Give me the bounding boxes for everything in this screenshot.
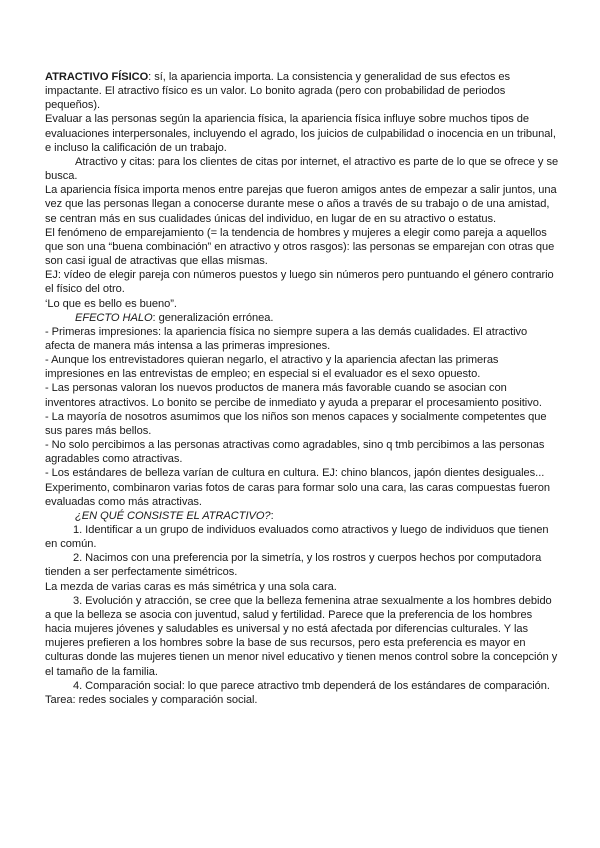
bullet-agradables: - No solo percibimos a las personas atractivas como agradables, sino q tmb percibimos a las personas agradables como atractivas.: [45, 439, 545, 466]
paragraph-en-que-consiste: [45, 509, 560, 523]
document-page: [45, 70, 560, 707]
bullet-primeras-impresiones: - Primeras impresiones: la apariencia física no siempre supera a las demás cualidades. El atractivo afecta de manera más intensa a las primeras impresiones.: [45, 325, 528, 352]
paragraph-text: : sí, la apariencia importa. La consistencia y generalidad de sus efectos es impactante. El atractivo físico es un valor. Lo bonito agrada (pero con probabilidad de periodos pequeños).: [45, 71, 511, 112]
numbered-item-1: 1. Identificar a un grupo de individuos evaluados como atractivos y luego de individuos que tienen en común.: [45, 524, 549, 551]
numbered-item-2: 2. Nacimos con una preferencia por la simetría, y los rostros y cuerpos hechos por computadora tienden a ser perfectamente simétricos.: [45, 552, 542, 579]
heading-en-que-consiste: ¿EN QUÉ CONSISTE EL ATRACTIVO?: [75, 509, 271, 522]
paragraph-apariencia-parejas: La apariencia física importa menos entre parejas que fueron amigos antes de empezar a salir juntos, una vez que las personas llegan a conocerse durante mese o años a través de su trabajo o de una amistad, se centran más en sus cualidades únicas del individuo, en lugar de en su atractivo o estatus.: [45, 184, 557, 225]
bullet-productos: - Las personas valoran los nuevos productos de manera más favorable cuando se asocian con inventores atractivos. Lo bonito se percibe de inmediato y ayuda a preparar el procesamiento positivo.: [45, 382, 542, 409]
paragraph-tarea: Tarea: redes sociales y comparación social.: [45, 693, 258, 706]
paragraph-experimento: Experimento, combinaron varias fotos de caras para formar solo una cara, las caras compuestas fueron evaluadas como más atractivas.: [45, 481, 550, 508]
numbered-item-3: 3. Evolución y atracción, se cree que la belleza femenina atrae sexualmente a los hombres debido a que la belleza se asocia con juventud, salud y fertilidad. Parece que la preferencia de los hombres hacia mujeres jóvenes y saludables es universal y no está afectada por diferencias culturales. Y las mujeres prefieren a los hombres sobre la base de sus recursos, pero esta preferencia es mayor en culturas donde las mujeres tienen un menor nivel educativo y tienen menos control sobre la concepción y el tamaño de la familia.: [45, 594, 558, 678]
paragraph-ejemplo-video: EJ: vídeo de elegir pareja con números puestos y luego sin números pero puntuando el género contrario el físico del otro.: [45, 269, 554, 296]
numbered-item-4: 4. Comparación social: lo que parece atractivo tmb dependerá de los estándares de comparación.: [73, 679, 550, 692]
paragraph-atractivo-citas: Atractivo y citas: para los clientes de citas por internet, el atractivo es parte de lo que se ofrece y se busca.: [45, 155, 559, 183]
bullet-entrevistadores: - Aunque los entrevistadores quieran negarlo, el atractivo y la apariencia afectan las primeras impresiones en las entrevistas de empleo; en especial si el evaluador es el sexo opuesto.: [45, 354, 499, 381]
bullet-ninos: - La mayoría de nosotros asumimos que los niños son menos capaces y socialmente competentes que sus pares más bellos.: [45, 410, 547, 437]
paragraph-emparejamiento: El fenómeno de emparejamiento (= la tendencia de hombres y mujeres a elegir como pareja a aquellos que son una “buena combinación” en atractivo y otros rasgos): las personas se emparejan con otras que son casi igual de atractivas que ellas mismas.: [45, 226, 555, 268]
paragraph-efecto-halo: [45, 311, 560, 325]
paragraph-atractivo-fisico: [45, 70, 560, 112]
heading-atractivo-fisico: ATRACTIVO FÍSICO: [45, 71, 149, 83]
bullet-estandares: - Los estándares de belleza varían de cultura en cultura. EJ: chino blancos, japón dientes desiguales...: [45, 467, 545, 480]
paragraph-evaluar: Evaluar a las personas según la apariencia física, la apariencia física influye sobre muchos tipos de evaluaciones interpersonales, incluyendo el agrado, los juicios de culpabilidad o inocencia en un tribunal, e incluso la calificación de un trabajo.: [45, 113, 556, 154]
paragraph-text: :: [270, 509, 274, 522]
paragraph-mezcla: La mezda de varias caras es más simétrica y una sola cara.: [45, 580, 337, 593]
paragraph-text: : generalización errónea.: [152, 311, 274, 324]
paragraph-bello-bueno: ‘Lo que es bello es bueno”.: [45, 297, 177, 310]
heading-efecto-halo: EFECTO HALO: [75, 311, 153, 324]
